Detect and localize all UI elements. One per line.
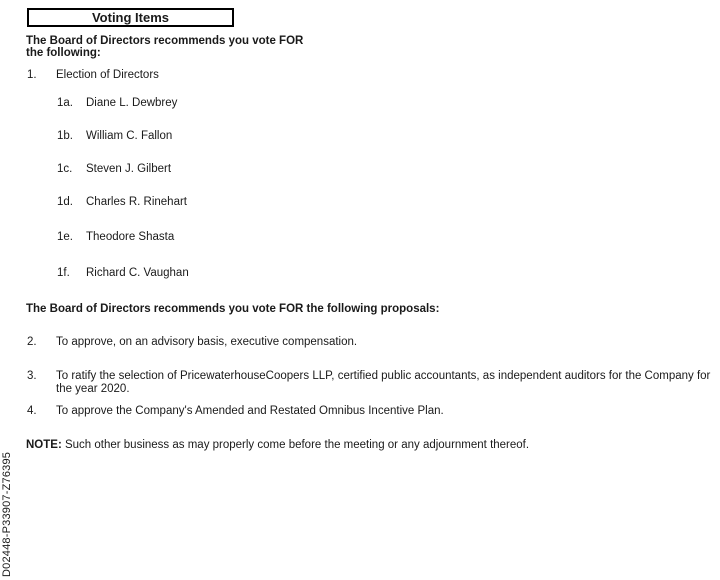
note-label: NOTE: bbox=[26, 439, 62, 451]
nominee-name: Richard C. Vaughan bbox=[86, 267, 189, 279]
nominee-number: 1b. bbox=[57, 130, 73, 142]
proposal-text: To ratify the selection of PricewaterhouseCoopers LLP, certified public accountants, as independent auditors for the Company for the year 2020. bbox=[56, 370, 711, 395]
proposal-text: To approve, on an advisory basis, executive compensation. bbox=[56, 336, 358, 348]
proposal-number: 1. bbox=[27, 69, 37, 81]
nominee-name: Charles R. Rinehart bbox=[86, 196, 187, 208]
proposal-number: 3. bbox=[27, 370, 37, 382]
proposal-text: To approve the Company's Amended and Restated Omnibus Incentive Plan. bbox=[56, 405, 444, 417]
section1-heading: The Board of Directors recommends you vote FOR the following: bbox=[26, 35, 304, 59]
document-code: D02448-P33907-Z76395 bbox=[1, 451, 13, 577]
proposal-number: 4. bbox=[27, 405, 37, 417]
voting-items-title-text: Voting Items bbox=[91, 10, 170, 25]
note-text: Such other business as may properly come before the meeting or any adjournment thereof. bbox=[61, 439, 530, 451]
voting-items-title bbox=[27, 8, 234, 27]
nominee-name: Diane L. Dewbrey bbox=[86, 97, 178, 109]
note bbox=[26, 439, 529, 451]
nominee-number: 1d. bbox=[57, 196, 73, 208]
proposal-text: Election of Directors bbox=[56, 69, 159, 81]
nominee-number: 1f. bbox=[57, 267, 70, 279]
section2-heading: The Board of Directors recommends you vote FOR the following proposals: bbox=[26, 303, 440, 315]
nominee-number: 1a. bbox=[57, 97, 73, 109]
nominee-name: Steven J. Gilbert bbox=[86, 163, 172, 175]
nominee-name: Theodore Shasta bbox=[86, 231, 175, 243]
nominee-number: 1c. bbox=[57, 163, 73, 175]
nominee-name: William C. Fallon bbox=[86, 130, 173, 142]
nominee-number: 1e. bbox=[57, 231, 73, 243]
proposal-number: 2. bbox=[27, 336, 37, 348]
